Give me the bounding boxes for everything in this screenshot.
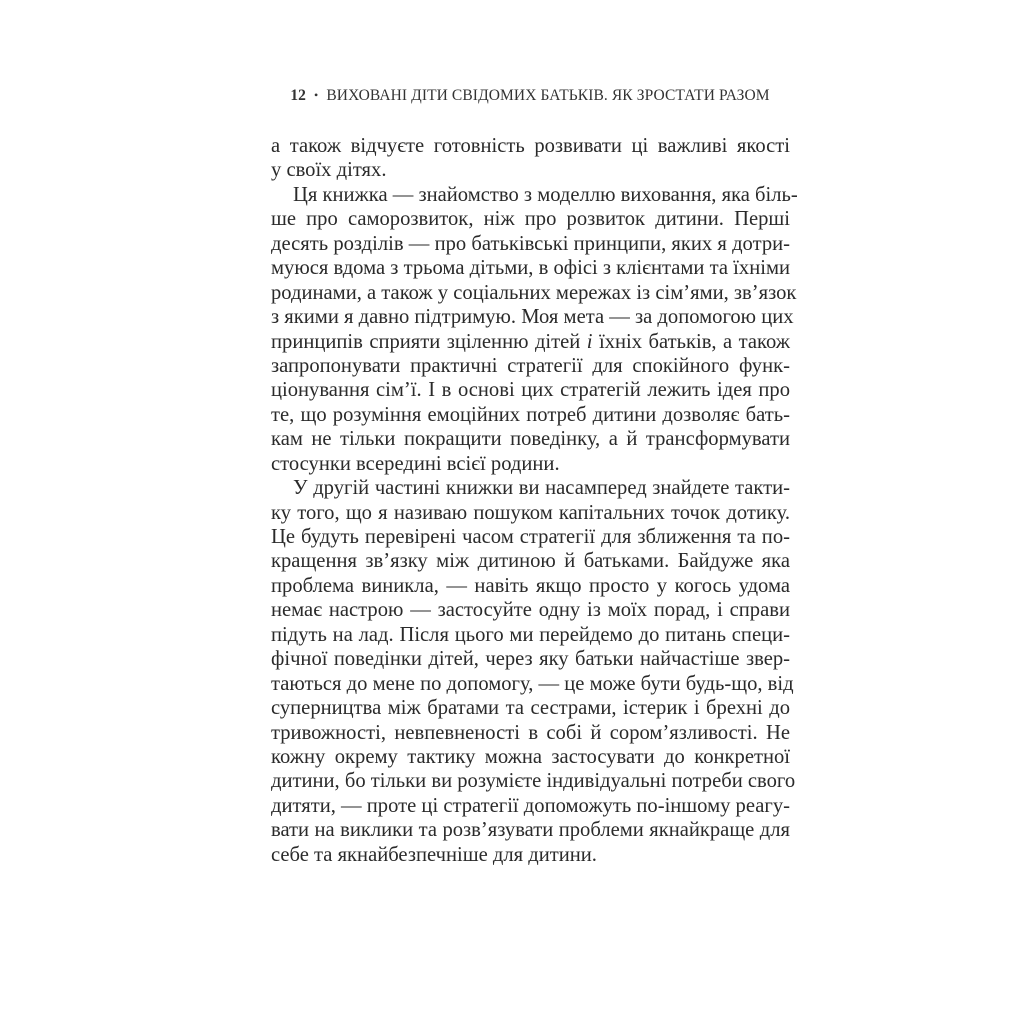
- text-line: те, що розуміння емоційних потреб дитини дозволяє бать-: [271, 403, 790, 426]
- text-line: десять розділів — про батьківські принципи, яких я дотри-: [271, 232, 790, 255]
- text-line: [271, 330, 790, 354]
- text-segment: принципів сприяти зціленню дітей: [271, 330, 581, 353]
- text-line: вати на виклики та розв’язувати проблеми якнайкраще для: [271, 819, 790, 842]
- italic-word: і: [586, 330, 593, 353]
- book-title: ВИХОВАНІ ДІТИ СВІДОМИХ БАТЬКІВ. ЯК ЗРОСТАТИ РАЗОМ: [326, 87, 770, 104]
- paragraph: [271, 476, 796, 867]
- text-line: дитяти, — проте ці стратегії допоможуть по-іншому реагу-: [271, 794, 790, 817]
- text-line: Це будуть перевірені часом стратегії для зближення та по-: [271, 526, 790, 548]
- text-line: дитини, бо тільки ви розумієте індивідуальні потреби свого: [271, 770, 796, 793]
- paragraph: [271, 134, 790, 183]
- text-line: немає настрою — застосуйте одну із моїх порад, і справи: [271, 599, 790, 622]
- text-line: суперництва між братами та сестрами, істерик і брехні до: [271, 697, 790, 720]
- text-line: кам не тільки покращити поведінку, а й трансформувати: [271, 428, 790, 451]
- text-line: а також відчуєте готовність розвивати ці важливі якості: [271, 135, 790, 157]
- text-line: кращення зв’язку між дитиною й батьками. Байдуже яка: [271, 550, 790, 573]
- text-line: стосунки всередині всієї родини.: [271, 452, 560, 475]
- text-line: муюся вдома з трьома дітьми, в офісі з клієнтами та їхніми: [271, 257, 790, 280]
- text-line: себе та якнайбезпечніше для дитини.: [271, 843, 597, 866]
- text-line: кожну окрему тактику можна застосувати до конкретної: [271, 745, 790, 768]
- text-line: родинами, а також у соціальних мережах із сім’ями, зв’язок: [271, 281, 797, 304]
- text-line: Ця книжка — знайомство з моделлю виховання, яка біль-: [293, 183, 798, 206]
- text-line: з якими я давно підтримую. Моя мета — за допомогою цих: [271, 306, 794, 329]
- running-head: [272, 87, 788, 105]
- text-segment: їхніх батьків, а також: [598, 330, 790, 353]
- text-line: ше про саморозвиток, ніж про розвиток дитини. Перші: [271, 208, 790, 231]
- text-line: проблема виникла, — навіть якщо просто у когось удома: [271, 574, 790, 597]
- text-line: У другій частині книжки ви насамперед знайдете такти-: [293, 477, 790, 500]
- paragraph: [271, 183, 798, 476]
- text-line: фічної поведінки дітей, через яку батьки найчастіше звер-: [271, 648, 790, 671]
- text-line: підуть на лад. Після цього ми перейдемо до питань специ-: [271, 623, 790, 646]
- text-line: ку того, що я називаю пошуком капітальних точок дотику.: [271, 501, 790, 524]
- text-line: таються до мене по допомогу, — це може бути будь-що, від: [271, 672, 794, 695]
- text-line: у своїх дітях.: [271, 159, 387, 182]
- text-line: тривожності, невпевненості в собі й сором’язливості. Не: [271, 721, 790, 744]
- page-number: 12: [290, 87, 307, 104]
- bullet-separator: •: [314, 88, 319, 102]
- text-line: запропонувати практичні стратегії для спокійного функ-: [271, 354, 790, 377]
- body-text: [271, 134, 798, 867]
- text-line: ціонування сім’ї. І в основі цих стратегій лежить ідея про: [271, 379, 790, 402]
